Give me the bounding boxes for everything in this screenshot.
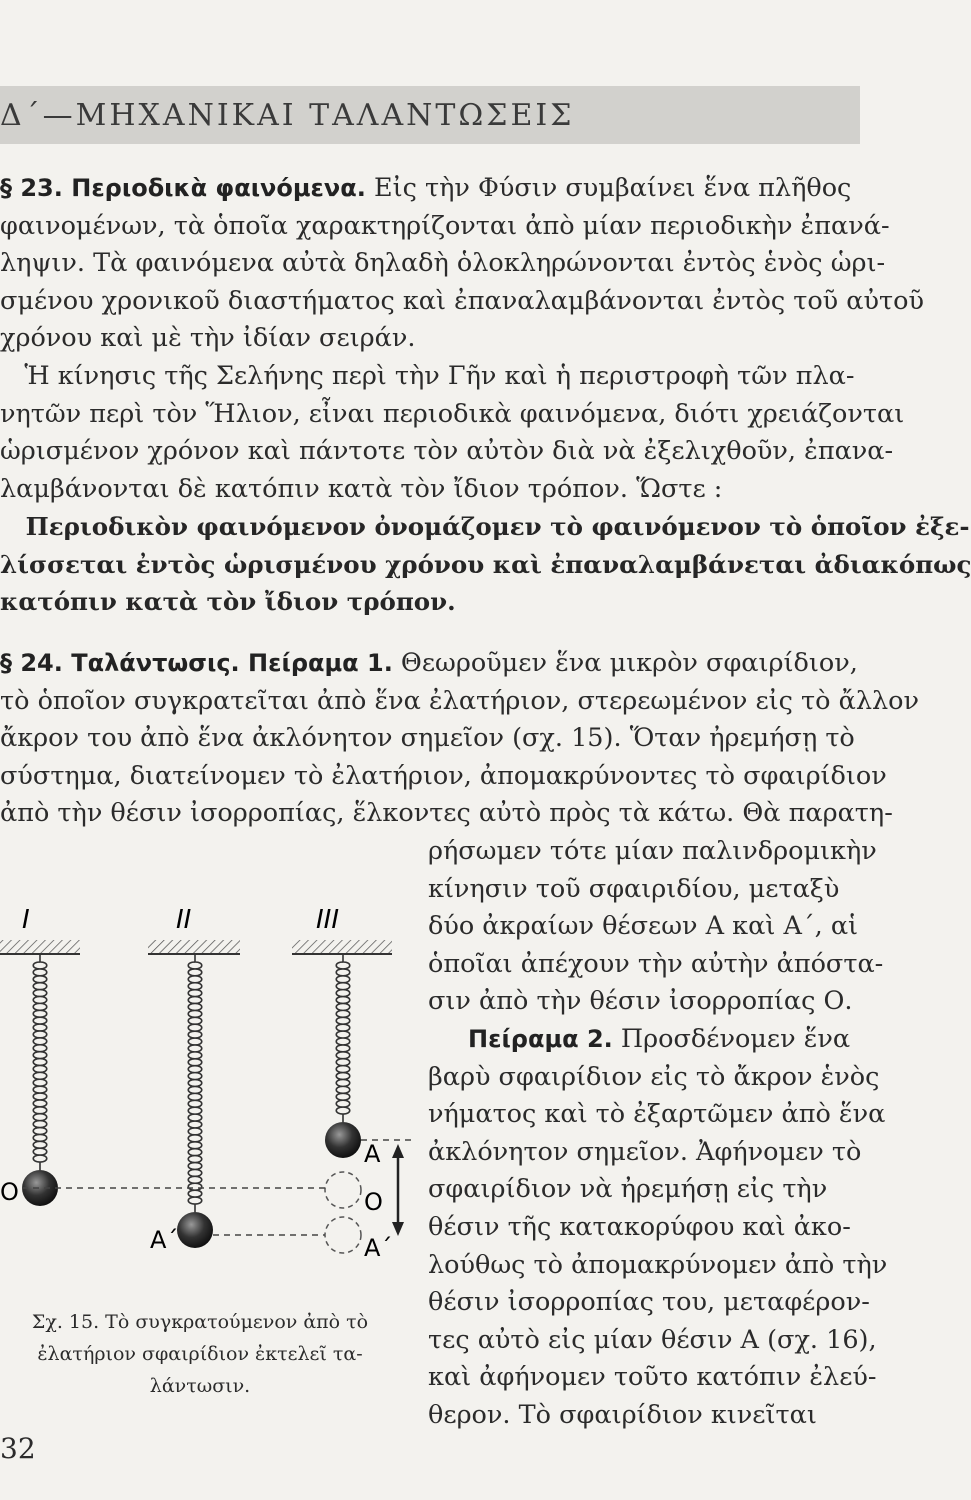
text-line: Εἰς τὴν Φύσιν συμβαίνει ἕνα πλῆθος xyxy=(365,173,852,203)
spring-coil xyxy=(33,962,40,1162)
text-line: ὁποῖαι ἀπέχουν τὴν αὐτὴν ἀπόστα- xyxy=(428,948,884,979)
chapter-title: Δ΄—ΜΗΧΑΝΙΚΑΙ ΤΑΛΑΝΤΩΣΕΙΣ xyxy=(0,98,575,133)
right-column-text xyxy=(428,833,888,1435)
label-III: III xyxy=(316,905,340,935)
definition-line: λίσσεται ἐντὸς ὡρισμένου χρόνου καὶ ἐπαναλαμβάνεται ἀδιακόπως xyxy=(0,549,971,579)
section-23-heading: § 23. Περιοδικὰ φαινόμενα. xyxy=(0,174,366,202)
arrow-head-down xyxy=(392,1222,404,1236)
definition-line: κατόπιν κατὰ τὸν ἴδιον τρόπον. xyxy=(0,587,456,617)
text-line: νήματος καὶ τὸ ἐξαρτῶμεν ἀπὸ ἕνα xyxy=(428,1099,886,1130)
section-23 xyxy=(0,170,924,508)
ghost-ball-O xyxy=(325,1172,361,1208)
text-line: χρόνου καὶ μὲ τὴν ἰδίαν σειράν. xyxy=(0,323,416,354)
figure-caption xyxy=(0,1306,400,1402)
text-line: ἄκρον του ἀπὸ ἕνα ἀκλόνητον σημεῖον (σχ. 15). Ὅταν ἠρεμήσῃ τὸ xyxy=(0,723,855,754)
text-line: θέσιν τῆς κατακορύφου καὶ ἀκο- xyxy=(428,1211,851,1242)
arrow-head-up xyxy=(392,1144,404,1158)
text-line: φαινομένων, τὰ ὁποῖα χαρακτηρίζονται ἀπὸ μίαν περιοδικὴν ἐπανά- xyxy=(0,210,890,241)
experiment-2-heading: Πείραμα 2. xyxy=(468,1024,613,1053)
text-line: Θεωροῦμεν ἕνα μικρὸν σφαιρίδιον, xyxy=(392,648,858,678)
ghost-ball-A-prime xyxy=(325,1217,361,1253)
label-O: O xyxy=(0,1178,19,1206)
text-line: ληψιν. Τὰ φαινόμενα αὐτὰ δηλαδὴ ὁλοκληρώνονται ἐντὸς ἑνὸς ὡρι- xyxy=(0,248,886,279)
ball-II xyxy=(177,1212,213,1248)
spring-oscillation-figure xyxy=(0,900,420,1300)
text-line: Ἡ κίνησις τῆς Σελήνης περὶ τὴν Γῆν καὶ ἡ περιστροφὴ τῶν πλα- xyxy=(0,360,855,391)
caption-line: λάντωσιν. xyxy=(149,1375,251,1397)
text-line: σφαιρίδιον νὰ ἠρεμήσῃ εἰς τὴν xyxy=(428,1174,828,1205)
text-line: τες αὐτὸ εἰς μίαν θέσιν Α (σχ. 16), xyxy=(428,1324,877,1355)
text-line: δύο ἀκραίων θέσεων Α καὶ Α΄, αἱ xyxy=(428,911,859,942)
label-A-prime-left: A΄ xyxy=(150,1226,179,1254)
springs xyxy=(33,954,350,1212)
text-line: Προσδένομεν ἕνα xyxy=(612,1023,851,1054)
section-24-heading: § 24. Ταλάντωσις. Πείραμα 1. xyxy=(0,649,393,677)
section-24 xyxy=(0,645,920,833)
text-line: σιν ἀπὸ τὴν θέσιν ἰσορροπίας Ο. xyxy=(428,986,853,1017)
text-line: λούθως τὸ ἀπομακρύνομεν ἀπὸ τὴν xyxy=(428,1249,888,1280)
label-I: I xyxy=(22,905,30,935)
text-line: τὸ ὁποῖον συγκρατεῖται ἀπὸ ἕνα ἐλατήριον, στερεωμένον εἰς τὸ ἄλλον xyxy=(0,685,920,716)
spring-coil xyxy=(336,962,343,1114)
text-line: λαμβάνονται δὲ κατόπιν κατὰ τὸν ἴδιον τρόπον. Ὥστε : xyxy=(0,473,723,504)
text-line: σύστημα, διατείνομεν τὸ ἐλατήριον, ἀπομακρύνοντες τὸ σφαιρίδιον xyxy=(0,760,887,791)
caption-line: ἐλατήριον σφαιρίδιον ἐκτελεῖ τα- xyxy=(37,1343,363,1365)
label-O-right: O xyxy=(364,1188,383,1216)
definition-block xyxy=(0,508,971,621)
ceiling-II xyxy=(148,940,240,954)
text-line: κίνησιν τοῦ σφαιριδίου, μεταξὺ xyxy=(428,873,840,904)
text-line: ρήσωμεν τότε μίαν παλινδρομικὴν xyxy=(428,836,877,866)
text-line: ὡρισμένον χρόνον καὶ πάντοτε τὸν αὐτὸν διὰ νὰ ἐξελιχθοῦν, ἐπανα- xyxy=(0,436,894,467)
definition-line: Περιοδικὸν φαινόμενον ὀνομάζομεν τὸ φαινόμενον τὸ ὁποῖον ἐξε- xyxy=(0,512,970,541)
text-line: ἀκλόνητον σημεῖον. Ἀφήνομεν τὸ xyxy=(428,1136,862,1167)
label-A: A xyxy=(364,1140,381,1168)
caption-line: Σχ. 15. Τὸ συγκρατούμενον ἀπὸ τὸ xyxy=(31,1311,369,1333)
text-line: ἀπὸ τὴν θέσιν ἰσορροπίας, ἕλκοντες αὐτὸ πρὸς τὰ κάτω. Θὰ παρατη- xyxy=(0,798,893,829)
spring-coil xyxy=(195,954,202,1212)
ball-III xyxy=(325,1122,361,1158)
label-II: II xyxy=(176,905,192,935)
text-line: καὶ ἀφήνομεν τοῦτο κατόπιν ἐλεύ- xyxy=(428,1362,877,1393)
text-line: σμένου χρονικοῦ διαστήματος καὶ ἐπαναλαμβάνονται ἐντὸς τοῦ αὐτοῦ xyxy=(0,285,924,316)
text-line: βαρὺ σφαιρίδιον εἰς τὸ ἄκρον ἑνὸς xyxy=(428,1061,880,1092)
text-line: θερον. Τὸ σφαιρίδιον κινεῖται xyxy=(428,1399,817,1430)
text-line: θέσιν ἰσορροπίας του, μεταφέρον- xyxy=(428,1287,870,1318)
text-line: νητῶν περὶ τὸν Ἥλιον, εἶναι περιοδικὰ φαινόμενα, διότι χρειάζονται xyxy=(0,398,905,429)
ceiling-III xyxy=(292,940,392,954)
spring-coil xyxy=(40,954,47,1170)
spring-coil xyxy=(343,954,350,1122)
page-number: 32 xyxy=(0,1432,36,1465)
spring-coil xyxy=(188,962,195,1204)
label-A-prime-right: A΄ xyxy=(364,1234,393,1262)
ceiling-I xyxy=(0,940,80,954)
